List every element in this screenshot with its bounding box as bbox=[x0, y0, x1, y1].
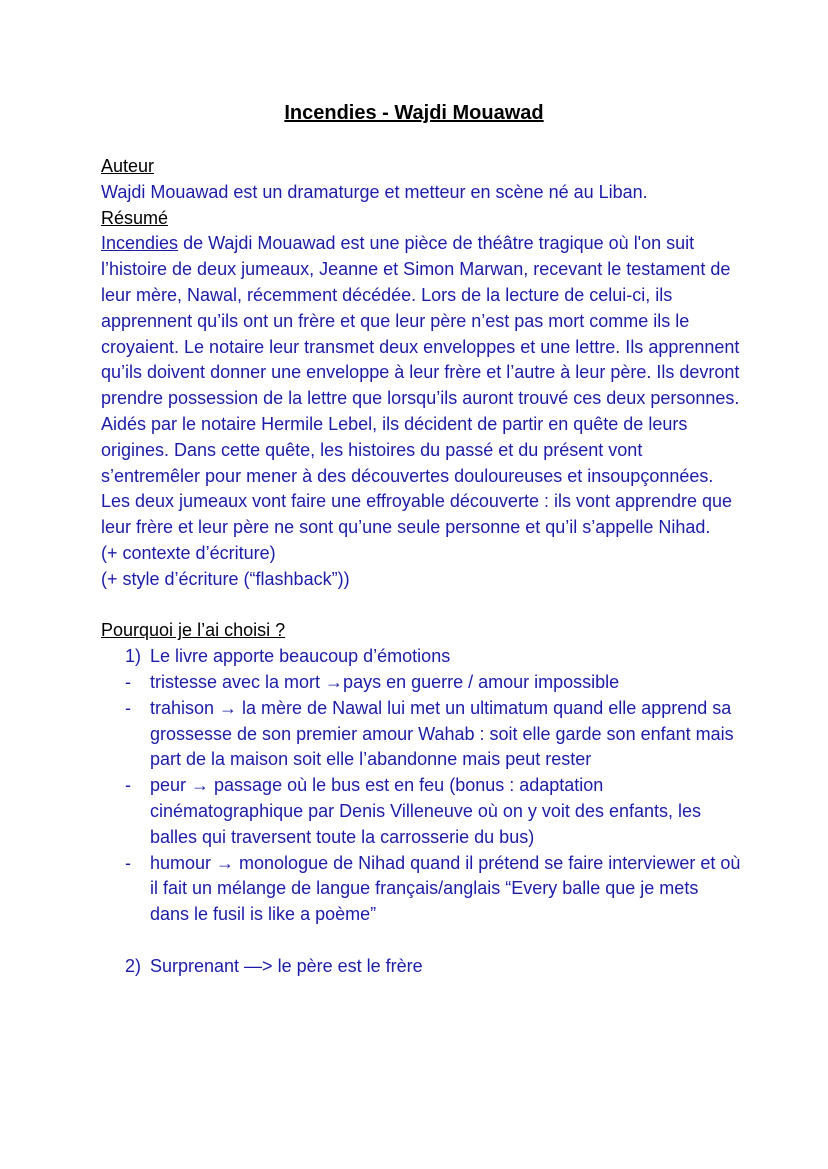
list-item bbox=[101, 773, 741, 850]
author-heading: Auteur bbox=[101, 156, 155, 176]
summary-book-title: Incendies bbox=[101, 233, 179, 254]
list-item bbox=[101, 954, 741, 980]
list-marker: - bbox=[125, 671, 131, 692]
list-item-text: tristesse avec la mort →pays en guerre / amour impossible bbox=[150, 671, 620, 692]
list-item bbox=[101, 696, 741, 773]
list-marker: - bbox=[125, 775, 131, 796]
list-marker: 2) bbox=[125, 955, 142, 976]
author-text: Wajdi Mouawad est un dramaturge et metteur en scène né au Liban. bbox=[101, 181, 648, 202]
why-heading: Pourquoi je l’ai choisi ? bbox=[101, 620, 286, 641]
list-item-text: trahison → la mère de Nawal lui met un ultimatum quand elle apprend sa grossesse de son premier amour Wahab : soit elle garde son enfant mais part de la maison soit elle l’abandonne mais peut rester bbox=[150, 697, 734, 770]
summary-heading: Résumé bbox=[101, 207, 169, 228]
list-item-text: peur → passage où le bus est en feu (bonus : adaptation cinématographique par Denis Villeneuve où on y voit des enfants, les balles qui traversent toute la carrosserie du bus) bbox=[150, 775, 702, 847]
summary-paragraph bbox=[101, 231, 741, 541]
note-context: (+ contexte d’écriture) bbox=[101, 542, 276, 563]
list-marker: - bbox=[125, 852, 131, 873]
document-title: Incendies - Wajdi Mouawad bbox=[284, 102, 544, 124]
list-item bbox=[101, 851, 741, 928]
list-item-text: humour → monologue de Nihad quand il prétend se faire interviewer et où il fait un mélange de langue français/anglais “Every balle que je mets dans le fusil is like a poème” bbox=[150, 852, 741, 925]
list-item bbox=[101, 670, 741, 696]
list-item-text: Surprenant —> le père est le frère bbox=[150, 955, 423, 976]
document-body bbox=[101, 154, 741, 980]
list-marker: - bbox=[125, 697, 131, 718]
list-item bbox=[101, 644, 741, 670]
spacer bbox=[101, 593, 741, 619]
list-marker: 1) bbox=[125, 646, 142, 667]
note-style: (+ style d’écriture (“flashback”)) bbox=[101, 568, 350, 589]
list-item-text: Le livre apporte beaucoup d’émotions bbox=[150, 646, 451, 667]
summary-text: de Wajdi Mouawad est une pièce de théâtre tragique où l'on suit l’histoire de deux jumeaux, Jeanne et Simon Marwan, recevant le testament de leur mère, Nawal, récemment décédée. Lors de la lecture de celui-ci, ils apprennent qu’ils ont un frère et que leur père n’est pas mort comme ils le croyaient. Le notaire leur transmet deux enveloppes et une lettre. Ils apprennent qu’ils doivent donner une enveloppe à leur frère et l’autre à leur père. Ils devront prendre possession de la lettre que lorsqu’ils auront trouvé ces deux personnes. Aidés par le notaire Hermile Lebel, ils décident de partir en quête de leurs origines. Dans cette quête, les histoires du passé et du présent vont s’entremêler pour mener à des découvertes douloureuses et insoupçonnées. Les deux jumeaux vont faire une effroyable découverte : ils vont apprendre que leur frère et leur père ne sont qu’une seule personne et qu’il s’appelle Nihad. bbox=[101, 233, 740, 538]
spacer bbox=[101, 928, 741, 954]
